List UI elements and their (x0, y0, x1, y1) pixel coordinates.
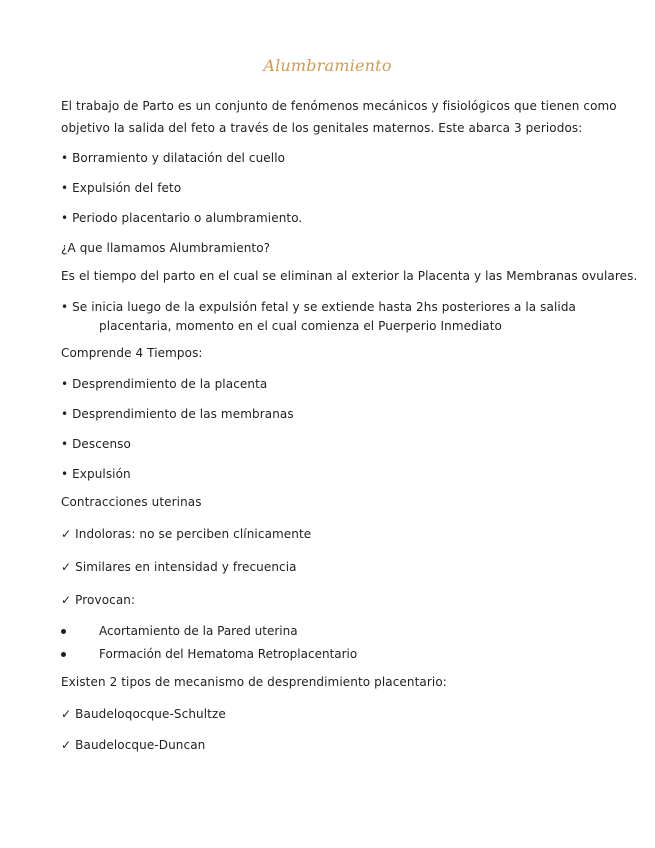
time-item-3: • Descenso (61, 437, 131, 451)
provocan-item-label: Acortamiento de la Pared uterina (99, 624, 298, 638)
time-item-2: • Desprendimiento de las membranas (61, 407, 294, 421)
contraction-item-1 (61, 523, 311, 545)
bullet-icon (61, 652, 66, 657)
contraction-item-label: Similares en intensidad y frecuencia (75, 560, 297, 574)
question-heading: ¿A que llamamos Alumbramiento? (61, 241, 271, 255)
provocan-item-label: Formación del Hematoma Retroplacentario (99, 647, 358, 661)
mechanism-item-1 (61, 703, 226, 725)
bullet-icon (61, 629, 66, 634)
contraction-item-label: Provocan: (75, 593, 136, 607)
check-icon: ✓ (61, 593, 72, 607)
times-heading: Comprende 4 Tiempos: (61, 346, 203, 360)
contraction-item-label: Indoloras: no se perciben clínicamente (75, 527, 312, 541)
start-line-1: • Se inicia luego de la expulsión fetal y se extiende hasta 2hs posteriores a la salida (61, 300, 576, 314)
start-line-2: placentaria, momento en el cual comienza el Puerperio Inmediato (99, 319, 502, 333)
mechanism-item-label: Baudeloqocque-Schultze (75, 707, 226, 721)
period-item-3: • Periodo placentario o alumbramiento. (61, 211, 303, 225)
contractions-heading: Contracciones uterinas (61, 495, 202, 509)
contraction-item-2 (61, 556, 297, 578)
mechanisms-heading: Existen 2 tipos de mecanismo de desprendimiento placentario: (61, 675, 447, 689)
period-item-2: • Expulsión del feto (61, 181, 182, 195)
check-icon: ✓ (61, 738, 72, 752)
intro-line-2: objetivo la salida del feto a través de los genitales maternos. Este abarca 3 periodos: (61, 121, 583, 135)
check-icon: ✓ (61, 707, 72, 721)
contraction-item-3 (61, 589, 135, 611)
check-icon: ✓ (61, 527, 72, 541)
time-item-1: • Desprendimiento de la placenta (61, 377, 268, 391)
mechanism-item-2 (61, 734, 205, 756)
period-item-1: • Borramiento y dilatación del cuello (61, 151, 286, 165)
check-icon: ✓ (61, 560, 72, 574)
time-item-4: • Expulsión (61, 467, 131, 481)
page-title: Alumbramiento (263, 56, 392, 75)
intro-line-1: El trabajo de Parto es un conjunto de fenómenos mecánicos y fisiológicos que tienen como (61, 99, 617, 113)
mechanism-item-label: Baudelocque-Duncan (75, 738, 206, 752)
definition-text: Es el tiempo del parto en el cual se eliminan al exterior la Placenta y las Membranas ovulares. (61, 269, 638, 283)
